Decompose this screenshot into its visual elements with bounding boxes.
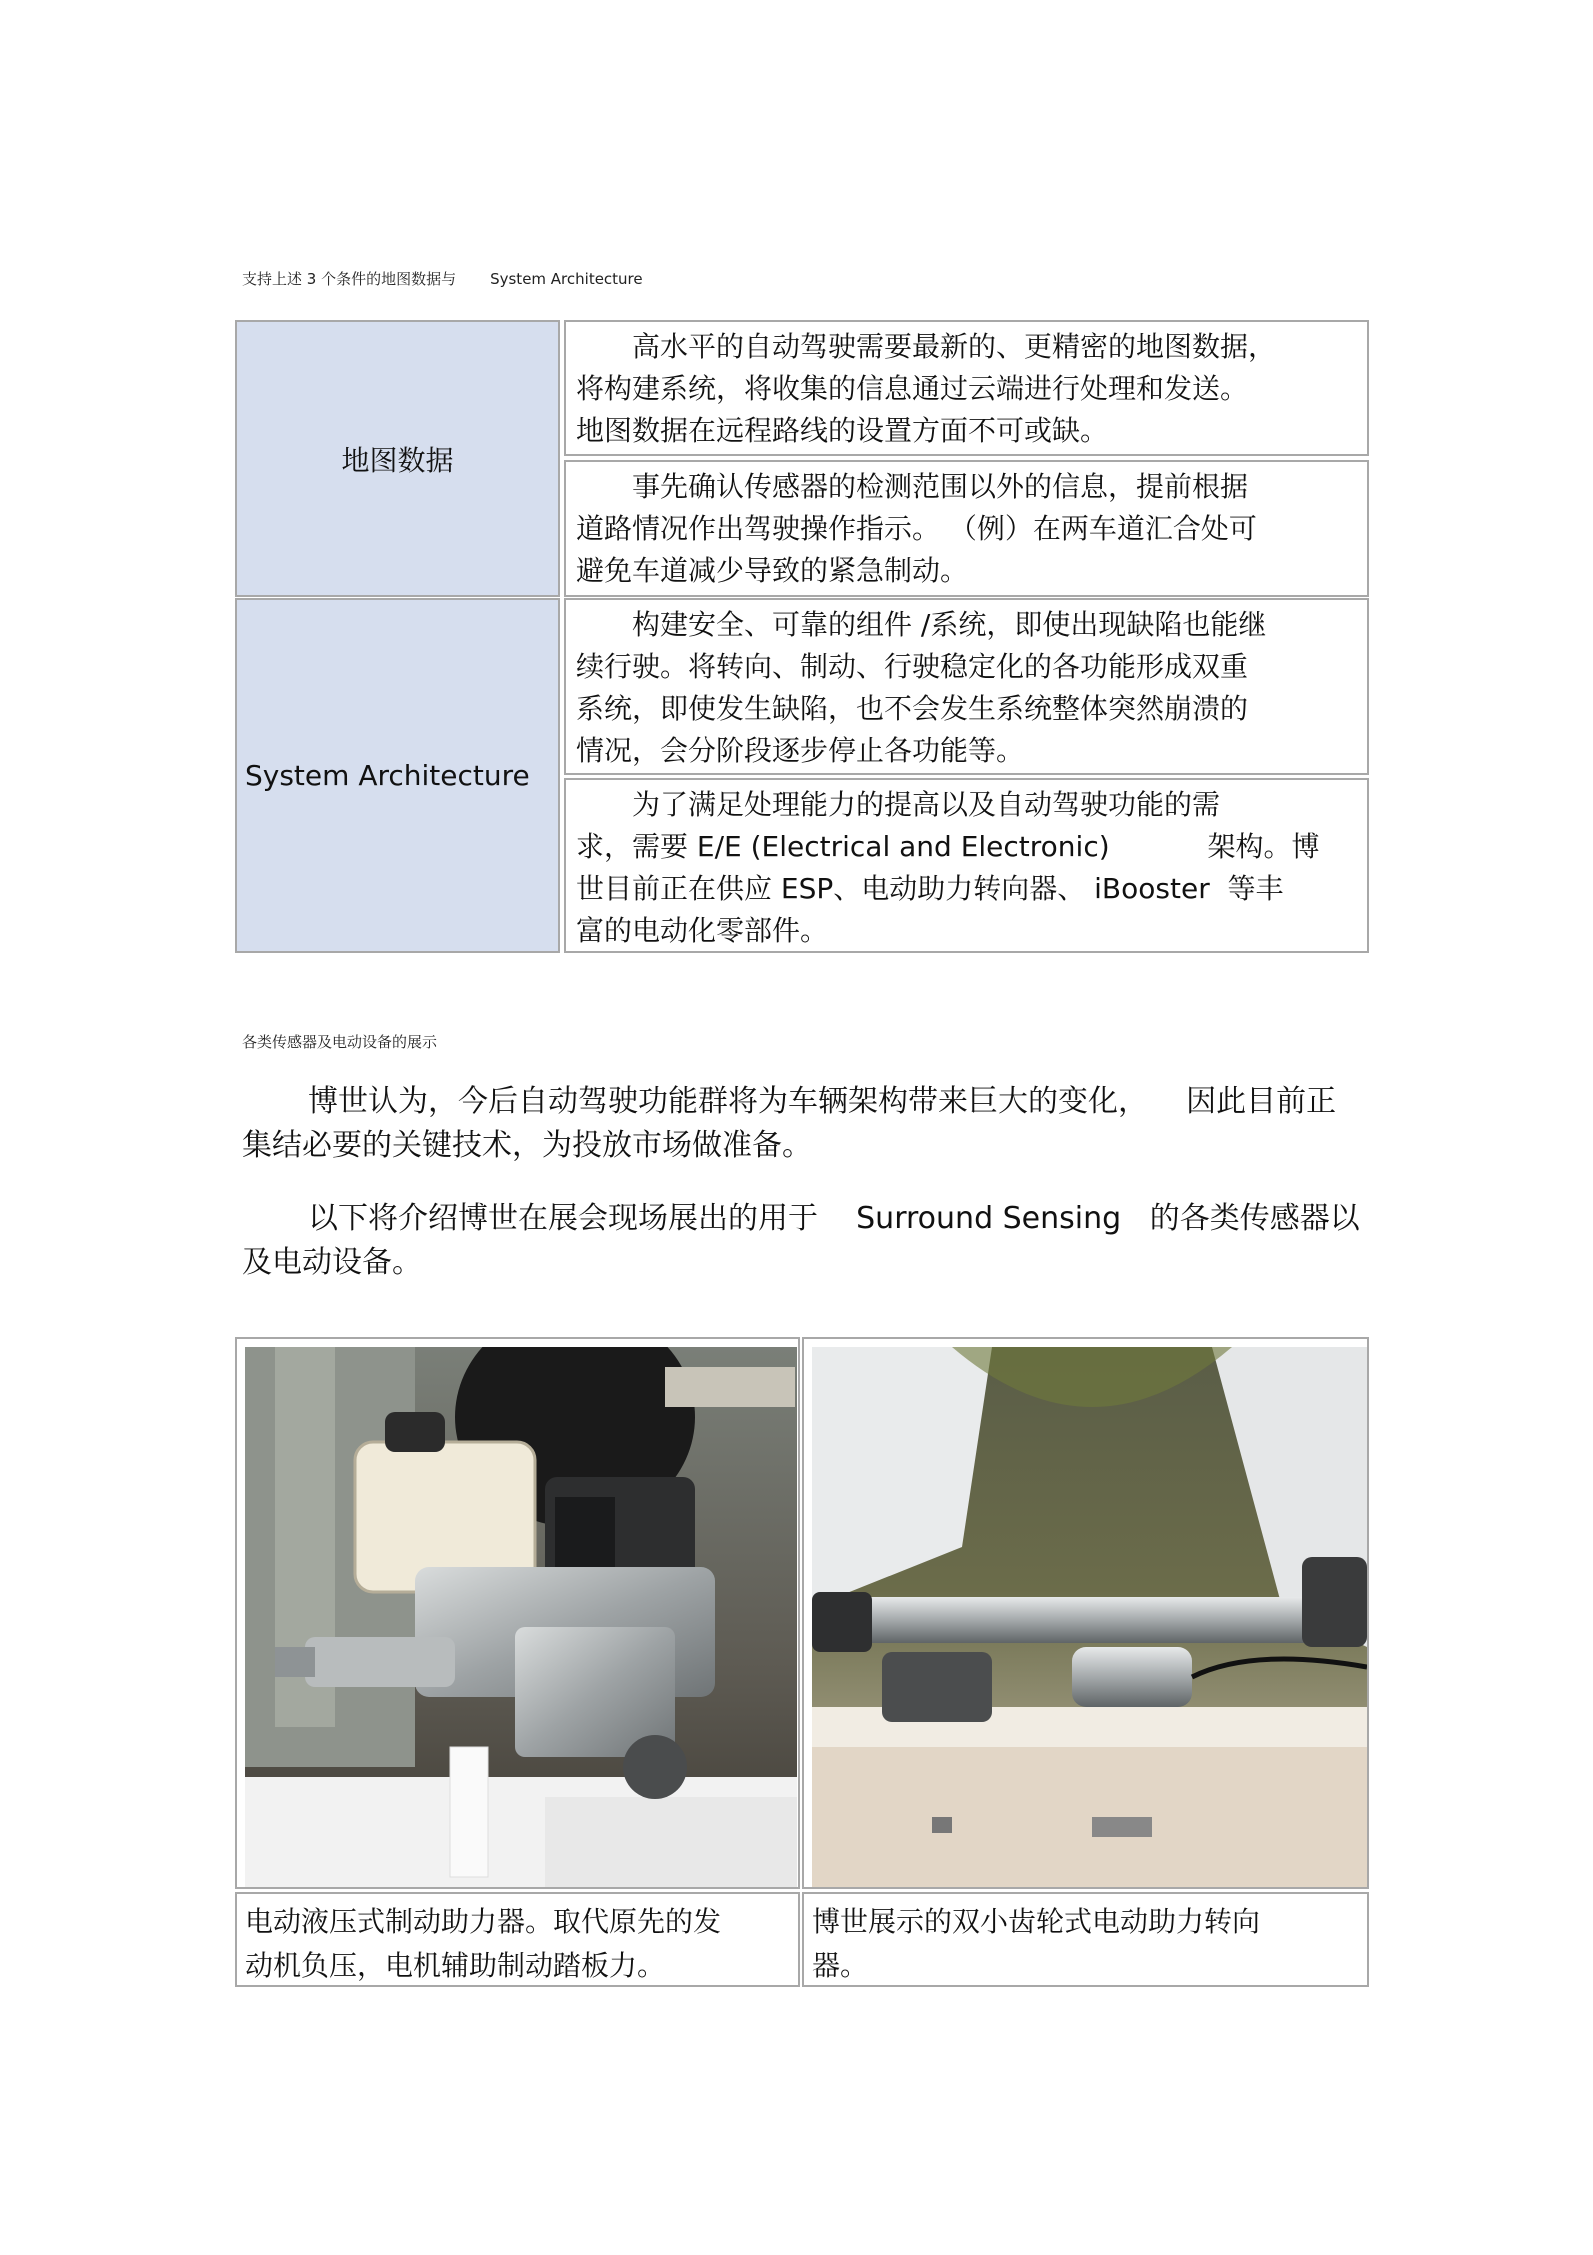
paragraph-2 xyxy=(242,1197,1360,1285)
caption-suffix: System Architecture xyxy=(490,270,643,288)
section2-caption: 各类传感器及电动设备的展示 xyxy=(242,1033,438,1051)
row-label-map-data xyxy=(235,320,560,597)
text-line: 以下将介绍博世在展会现场展出的用于 Surround Sensing 的各类传感器以 xyxy=(308,1201,1360,1236)
text-line: 电动液压式制动助力器。取代原先的发 xyxy=(245,1905,722,1938)
text-line: 将构建系统，将收集的信息通过云端进行处理和发送。 xyxy=(576,372,1249,405)
text-line: 博世展示的双小齿轮式电动助力转向 xyxy=(812,1905,1261,1938)
text-line: 博世认为，今后自动驾驶功能群将为车辆架构带来巨大的变化， 因此目前正 xyxy=(308,1084,1337,1119)
text-line: 构建安全、可靠的组件 /系统，即使出现缺陷也能继 xyxy=(632,608,1267,641)
text-line: 世目前正在供应 ESP、电动助力转向器、 iBooster 等丰 xyxy=(576,872,1284,905)
text-line: 事先确认传感器的检测范围以外的信息，提前根据 xyxy=(632,470,1249,503)
map-data-cell-1 xyxy=(564,320,1369,456)
text-line: 避免车道减少导致的紧急制动。 xyxy=(576,554,969,587)
text-line: 系统，即使发生缺陷，也不会发生系统整体突然崩溃的 xyxy=(576,692,1249,725)
map-data-cell-2 xyxy=(564,460,1369,597)
paragraph-1 xyxy=(242,1080,1352,1168)
text-line: 富的电动化零部件。 xyxy=(576,914,829,947)
table1-caption xyxy=(242,268,643,289)
text-line: 高水平的自动驾驶需要最新的、更精密的地图数据， xyxy=(632,330,1277,363)
text-line: 道路情况作出驾驶操作指示。 （例）在两车道汇合处可 xyxy=(576,512,1257,545)
text-line: 及电动设备。 xyxy=(242,1245,422,1280)
brake-booster-photo xyxy=(245,1347,797,1887)
caption-prefix: 支持上述 3 个条件的地图数据与 xyxy=(242,270,457,288)
architecture-cell-1 xyxy=(564,598,1369,775)
steering-system-photo xyxy=(812,1347,1367,1887)
text-line: 器。 xyxy=(812,1949,869,1982)
architecture-cell-2 xyxy=(564,778,1369,953)
text-line: 求，需要 E/E (Electrical and Electronic) 架构。博 xyxy=(576,830,1320,863)
row-label-text: 地图数据 xyxy=(341,443,454,477)
text-line: 为了满足处理能力的提高以及自动驾驶功能的需 xyxy=(632,788,1221,821)
text-line: 情况，会分阶段逐步停止各功能等。 xyxy=(576,734,1025,767)
text-line: 动机负压，电机辅助制动踏板力。 xyxy=(245,1949,666,1982)
row-label-system-architecture xyxy=(235,598,560,953)
text-line: 集结必要的关键技术，为投放市场做准备。 xyxy=(242,1128,812,1163)
right-photo-caption xyxy=(802,1892,1369,1987)
left-photo-caption xyxy=(235,1892,800,1987)
row-label-text: System Architecture xyxy=(245,759,530,792)
text-line: 续行驶。将转向、制动、行驶稳定化的各功能形成双重 xyxy=(576,650,1249,683)
text-line: 地图数据在远程路线的设置方面不可或缺。 xyxy=(576,414,1109,447)
